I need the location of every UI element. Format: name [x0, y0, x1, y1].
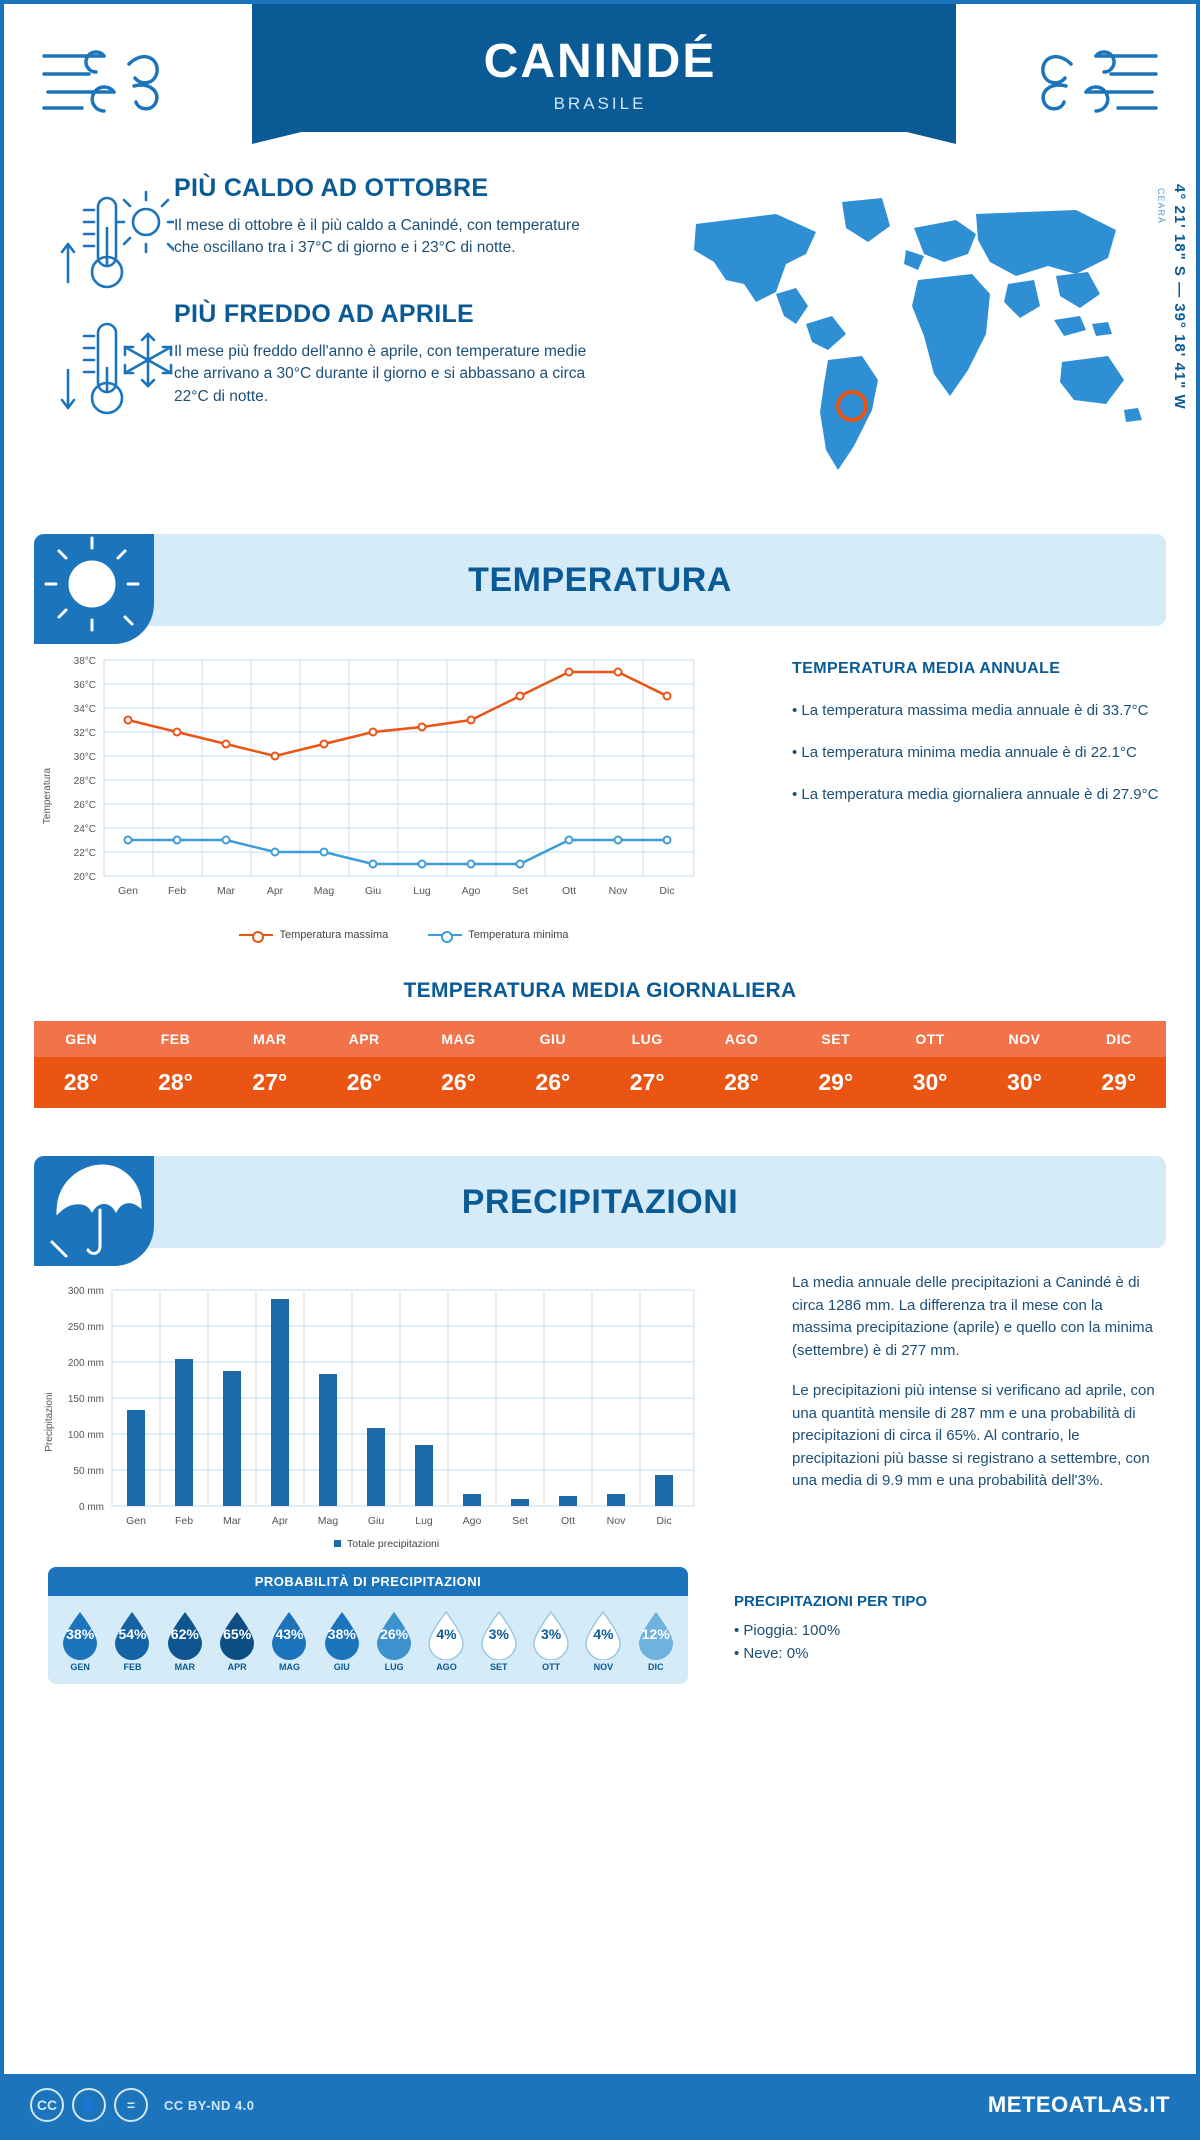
svg-text:22°C: 22°C [73, 848, 96, 859]
prob-month: LUG [384, 1662, 404, 1672]
td-lug: 27° [600, 1057, 694, 1108]
prob-drop-mar [162, 1610, 208, 1672]
legend-swatch-max [239, 934, 273, 936]
th-gen: GEN [34, 1021, 128, 1057]
prob-drop-gen [57, 1610, 103, 1672]
prob-month: DIC [648, 1662, 664, 1672]
svg-text:300 mm: 300 mm [67, 1286, 104, 1297]
svg-text:Giu: Giu [364, 885, 382, 897]
td-gen: 28° [34, 1057, 128, 1108]
thermometer-snowflake-icon [54, 308, 174, 428]
prob-month: MAG [278, 1662, 300, 1672]
svg-text:150 mm: 150 mm [67, 1394, 104, 1405]
prob-month: SET [490, 1662, 508, 1672]
droplet-icon [425, 1610, 467, 1660]
temperature-chart-area [4, 626, 1196, 941]
prob-month: GEN [70, 1662, 90, 1672]
svg-text:Mag: Mag [313, 885, 335, 897]
svg-text:Dic: Dic [656, 1515, 672, 1527]
prob-month: MAR [174, 1662, 196, 1672]
precip-probability-box [48, 1567, 688, 1684]
svg-text:Nov: Nov [608, 885, 628, 897]
svg-text:Feb: Feb [174, 1515, 194, 1527]
svg-text:26°C: 26°C [73, 800, 96, 811]
svg-text:20°C: 20°C [73, 872, 96, 883]
th-mar: MAR [223, 1021, 317, 1057]
country-label: BRASILE [553, 94, 647, 113]
td-ott: 30° [883, 1057, 977, 1108]
prob-drop-feb [109, 1610, 155, 1672]
svg-text:Nov: Nov [606, 1515, 626, 1527]
svg-text:250 mm: 250 mm [67, 1322, 104, 1333]
svg-text:Apr: Apr [271, 1515, 289, 1527]
hottest-desc: Il mese di ottobre è il più caldo a Canindé, con temperature che oscillano tra i 37°C di giorno e i 23°C di notte. [174, 217, 580, 257]
table-row [34, 1057, 1166, 1108]
prob-value: 3% [488, 1626, 509, 1642]
svg-text:Ott: Ott [560, 1515, 576, 1527]
precipitation-bar-chart [34, 1272, 734, 1552]
prob-value: 26% [380, 1626, 409, 1642]
precip-legend-label: Totale precipitazioni [347, 1538, 440, 1550]
svg-text:50 mm: 50 mm [73, 1466, 104, 1477]
droplet-icon [530, 1610, 572, 1660]
th-dic: DIC [1072, 1021, 1166, 1057]
coordinates: 4° 21' 18" S — 39° 18' 41" W [1171, 184, 1188, 410]
precip-type-rain: • Pioggia: 100% [734, 1622, 841, 1639]
th-ago: AGO [694, 1021, 788, 1057]
region-label: CEARÁ [1156, 188, 1166, 225]
legend-label-max: Temperatura massima [279, 929, 389, 941]
precipitation-side-panel [774, 1272, 1164, 1557]
th-mag: MAG [411, 1021, 505, 1057]
droplet-icon [582, 1610, 624, 1660]
thermometer-sun-icon [54, 182, 174, 302]
prob-drop-lug [371, 1610, 417, 1672]
prob-value: 38% [327, 1626, 356, 1642]
svg-text:24°C: 24°C [73, 824, 96, 835]
daily-temp-title: TEMPERATURA MEDIA GIORNALIERA [403, 979, 797, 1002]
td-mar: 27° [223, 1057, 317, 1108]
hottest-title: PIÙ CALDO AD OTTOBRE [174, 174, 489, 202]
svg-text:Lug: Lug [413, 885, 431, 897]
svg-text:Giu: Giu [367, 1515, 385, 1527]
intro-section [4, 154, 1196, 524]
th-giu: GIU [506, 1021, 600, 1057]
by-icon: 👤 [72, 2088, 106, 2122]
droplet-icon [111, 1610, 153, 1660]
prob-value: 4% [436, 1626, 457, 1642]
coldest-title: PIÙ FREDDO AD APRILE [174, 299, 474, 328]
svg-text:Ott: Ott [561, 885, 577, 897]
droplet-icon [321, 1610, 363, 1660]
temperature-line-chart [34, 646, 734, 916]
prob-month: AGO [436, 1662, 457, 1672]
svg-text:Gen: Gen [126, 1515, 146, 1527]
svg-text:Dic: Dic [659, 885, 675, 897]
legend-item-min [428, 929, 568, 941]
svg-text:Set: Set [512, 1515, 528, 1527]
temperature-chart [34, 646, 774, 941]
svg-text:0 mm: 0 mm [79, 1502, 104, 1513]
daily-temperature-table [34, 1021, 1166, 1108]
temperature-legend [34, 929, 774, 941]
svg-text:30°C: 30°C [73, 752, 96, 763]
world-map-svg [656, 184, 1156, 484]
legend-label-min: Temperatura minima [468, 929, 569, 941]
precipitation-banner-title: PRECIPITAZIONI [461, 1183, 739, 1221]
droplet-icon [635, 1610, 677, 1660]
header [4, 4, 1196, 154]
prob-month: GIU [333, 1662, 350, 1672]
prob-drop-nov [580, 1610, 626, 1672]
droplet-icon [478, 1610, 520, 1660]
license-label: CC BY-ND 4.0 [164, 2097, 255, 2113]
droplet-icon [216, 1610, 258, 1660]
svg-text:Mar: Mar [216, 885, 236, 897]
precipitation-chart [34, 1272, 774, 1557]
prob-drop-ago [423, 1610, 469, 1672]
precip-type-snow: • Neve: 0% [734, 1644, 809, 1662]
prob-value: 3% [540, 1626, 562, 1642]
th-ott: OTT [883, 1021, 977, 1057]
svg-text:36°C: 36°C [73, 680, 96, 691]
td-feb: 28° [128, 1057, 222, 1108]
legend-item-max [239, 929, 388, 941]
page-title: CANINDÉ [483, 35, 717, 88]
svg-text:34°C: 34°C [73, 704, 96, 715]
th-feb: FEB [128, 1021, 222, 1057]
prob-value: 65% [223, 1626, 252, 1642]
annual-temp-bullet-2: • La temperatura minima media annuale è di 22.1°C [792, 743, 1137, 761]
prob-droplets-row [48, 1596, 688, 1672]
cc-icon: CC [30, 2088, 64, 2122]
svg-text:Precipitazioni: Precipitazioni [44, 1392, 55, 1452]
prob-drop-set [476, 1610, 522, 1672]
prob-value: 43% [275, 1626, 304, 1642]
prob-month: NOV [593, 1662, 614, 1672]
svg-text:28°C: 28°C [73, 776, 96, 787]
svg-text:Ago: Ago [461, 885, 481, 897]
temperature-banner [34, 534, 1166, 626]
world-map [656, 184, 1156, 484]
td-set: 29° [789, 1057, 883, 1108]
td-ago: 28° [694, 1057, 788, 1108]
table-header-row [34, 1021, 1166, 1057]
prob-drop-dic [633, 1610, 679, 1672]
annual-temp-bullet-3: • La temperatura media giornaliera annuale è di 27.9°C [792, 785, 1159, 803]
svg-text:100 mm: 100 mm [67, 1430, 104, 1441]
precip-paragraph-2: Le precipitazioni più intense si verificano ad aprile, con una quantità mensile di 287 mm e una probabilità di precipitazioni di circa il 65%. Al contrario, le precipitazioni più basse si registrano a settembre, con una media di 9.9 mm e una probabilità dell'3%. [792, 1382, 1155, 1489]
td-giu: 26° [506, 1057, 600, 1108]
temperature-banner-title: TEMPERATURA [468, 561, 732, 599]
prob-title: PROBABILITÀ DI PRECIPITAZIONI [48, 1567, 688, 1596]
hottest-text-wrap [174, 174, 604, 260]
precip-type-panel [688, 1557, 1068, 1684]
footer [4, 2074, 1196, 2136]
prob-month: OTT [542, 1662, 561, 1672]
prob-drop-giu [319, 1610, 365, 1672]
td-dic: 29° [1072, 1057, 1166, 1108]
precip-paragraph-1: La media annuale delle precipitazioni a Canindé è di circa 1286 mm. La differenza tra il mese con la massima precipitazione (aprile) e quello con la minima (settembre) è di 277 mm. [792, 1274, 1153, 1359]
td-mag: 26° [411, 1057, 505, 1108]
coldest-desc: Il mese più freddo dell'anno è aprile, con temperature medie che arrivano a 30°C durante il giorno e si abbassano a circa 22°C di notte. [174, 342, 587, 405]
svg-text:Ago: Ago [462, 1515, 482, 1527]
brand-label: METEOATLAS.IT [987, 2092, 1170, 2117]
th-nov: NOV [977, 1021, 1071, 1057]
prob-month: APR [227, 1662, 247, 1672]
prob-value: 12% [641, 1626, 670, 1642]
prob-value: 54% [118, 1626, 147, 1642]
precipitation-banner [34, 1156, 1166, 1248]
svg-text:200 mm: 200 mm [67, 1358, 104, 1369]
droplet-icon [164, 1610, 206, 1660]
annual-temp-title: TEMPERATURA MEDIA ANNUALE [792, 660, 1061, 677]
svg-text:Set: Set [512, 885, 528, 897]
prob-value: 62% [170, 1626, 199, 1642]
svg-text:38°C: 38°C [73, 656, 96, 667]
svg-text:Apr: Apr [266, 885, 284, 897]
prob-drop-apr [214, 1610, 260, 1672]
th-set: SET [789, 1021, 883, 1057]
svg-text:Mar: Mar [222, 1515, 242, 1527]
legend-swatch-min [428, 934, 462, 936]
prob-value: 38% [66, 1626, 95, 1642]
prob-month: FEB [123, 1662, 142, 1672]
th-lug: LUG [600, 1021, 694, 1057]
prob-drop-ott [528, 1610, 574, 1672]
droplet-icon [268, 1610, 310, 1660]
prob-drop-mag [266, 1610, 312, 1672]
precipitation-area [4, 1248, 1196, 1557]
precipitation-banner-tab [34, 1156, 154, 1266]
td-nov: 30° [977, 1057, 1071, 1108]
license-group [30, 2088, 255, 2122]
precip-type-title: PRECIPITAZIONI PER TIPO [734, 1593, 928, 1610]
droplet-icon [373, 1610, 415, 1660]
svg-text:Feb: Feb [167, 885, 187, 897]
th-apr: APR [317, 1021, 411, 1057]
prob-value: 4% [593, 1626, 614, 1642]
umbrella-icon [34, 1156, 154, 1266]
droplet-icon [59, 1610, 101, 1660]
svg-text:Gen: Gen [118, 885, 138, 897]
annual-temp-bullet-1: • La temperatura massima media annuale è di 33.7°C [792, 702, 1149, 719]
nd-icon: = [114, 2088, 148, 2122]
svg-text:Temperatura: Temperatura [42, 767, 53, 825]
temperature-side-panel [774, 646, 1164, 941]
svg-text:Mag: Mag [317, 1515, 339, 1527]
td-apr: 26° [317, 1057, 411, 1108]
svg-text:32°C: 32°C [73, 728, 96, 739]
svg-text:Lug: Lug [415, 1515, 433, 1527]
coldest-text-wrap [174, 300, 604, 408]
